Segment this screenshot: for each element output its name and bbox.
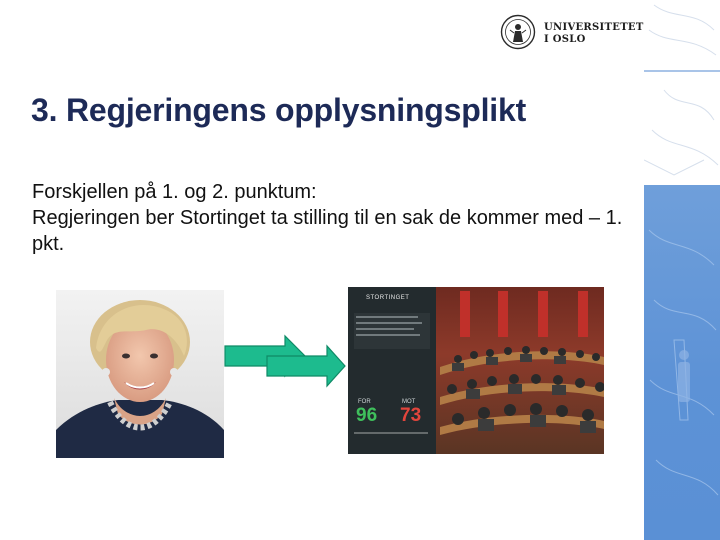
slide-body — [32, 179, 632, 257]
portrait-photo — [56, 290, 224, 458]
slide-title: 3. Regjeringens opplysningsplikt — [31, 92, 527, 128]
vote-for-count: 96 — [356, 405, 378, 426]
body-line-1: Forskjellen på 1. og 2. punktum: — [32, 181, 317, 203]
seal-icon — [500, 14, 536, 50]
vote-screen-header: STORTINGET — [366, 295, 410, 301]
logo-wordmark — [544, 22, 644, 46]
university-logo — [500, 14, 644, 54]
logo-line-2: I OSLO — [544, 34, 586, 45]
vote-against-label: MOT — [402, 399, 416, 405]
body-line-2: Regjeringen ber Stortinget ta stilling til en sak de kommer med – 1. pkt. — [32, 207, 623, 255]
logo-line-1: UNIVERSITETET — [544, 22, 644, 33]
vote-for-label: FOR — [358, 399, 371, 405]
side-engraving-pattern — [644, 0, 720, 540]
double-arrow-icon — [223, 334, 347, 388]
side-decoration — [644, 0, 720, 540]
parliament-vote-photo — [348, 287, 604, 454]
vote-against-count: 73 — [400, 405, 422, 426]
